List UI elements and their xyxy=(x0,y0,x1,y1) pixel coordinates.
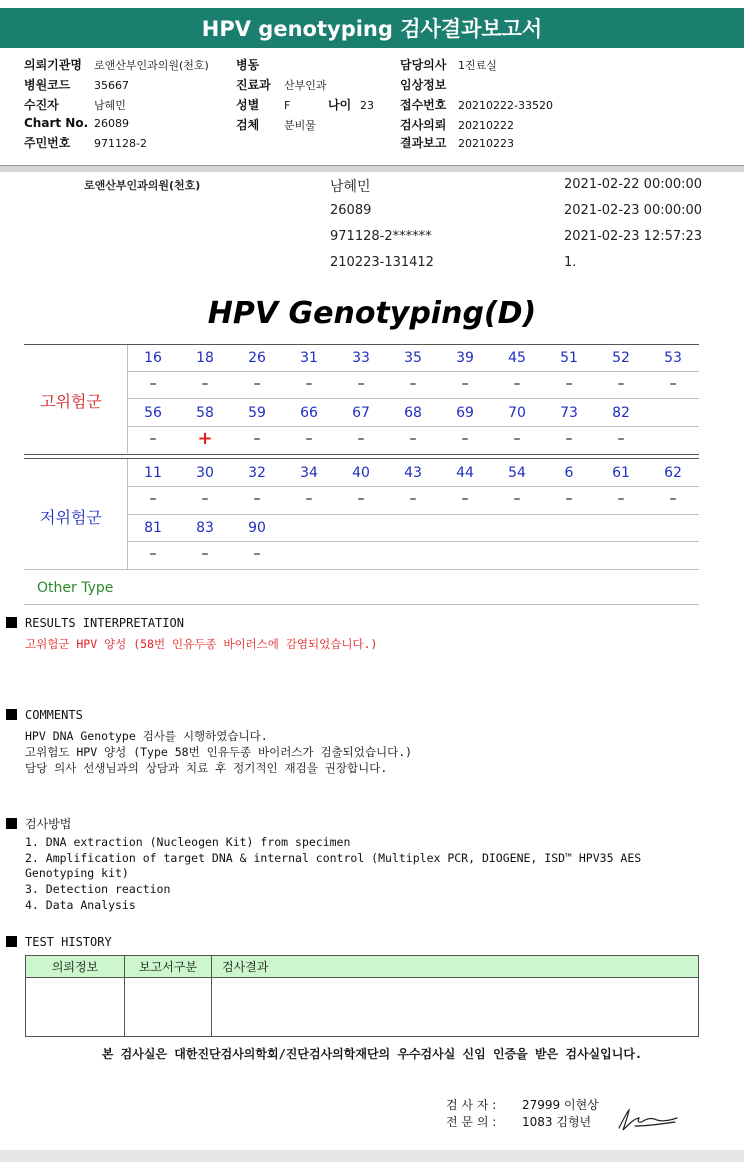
hpv-result-negative: – xyxy=(357,431,365,447)
history-heading: TEST HISTORY xyxy=(6,935,112,949)
other-type-label: Other Type xyxy=(37,580,114,596)
field-clinical-info: 임상정보 xyxy=(400,78,447,92)
hpv-type-number: 67 xyxy=(352,405,370,421)
hpv-type-number: 35 xyxy=(404,350,422,366)
hpv-result-negative: – xyxy=(201,376,209,392)
hpv-result-negative: – xyxy=(253,431,261,447)
hpv-type-number: 56 xyxy=(144,405,162,421)
hpv-type-number: 66 xyxy=(300,405,318,421)
tester-value: 27999 이현상 xyxy=(522,1098,599,1112)
summary-clinic: 로앤산부인과의원(천호) xyxy=(84,179,201,192)
hpv-type-number: 34 xyxy=(300,465,318,481)
summary-date-reported: 2021-02-23 12:57:23 xyxy=(564,229,703,244)
row-rule xyxy=(127,426,699,427)
hpv-result-negative: – xyxy=(149,376,157,392)
method-line: Genotyping kit) xyxy=(25,866,129,880)
hpv-result-negative: – xyxy=(357,491,365,507)
hpv-type-number: 6 xyxy=(564,465,574,481)
high-risk-label: 고위험군 xyxy=(40,392,102,411)
hpv-type-number: 81 xyxy=(144,520,162,536)
field-sex: 성별 F xyxy=(236,98,291,112)
method-line: 4. Data Analysis xyxy=(25,898,136,912)
field-patient: 수진자 남혜민 xyxy=(24,98,126,112)
hpv-type-number: 69 xyxy=(456,405,474,421)
field-ward: 병동 xyxy=(236,58,260,72)
header-info xyxy=(0,48,744,166)
field-report-date: 결과보고 20210223 xyxy=(400,136,514,150)
bullet-square-icon xyxy=(6,617,17,628)
specialist-value: 1083 김형년 xyxy=(522,1115,592,1129)
hpv-result-negative: – xyxy=(669,491,677,507)
history-col-request: 의뢰정보 xyxy=(26,956,124,978)
table-top-rule xyxy=(24,344,699,345)
history-col-rule xyxy=(211,956,212,1036)
hpv-result-negative: – xyxy=(669,376,677,392)
hpv-type-number: 53 xyxy=(664,350,682,366)
row-rule xyxy=(127,541,699,542)
hpv-type-number: 62 xyxy=(664,465,682,481)
hpv-result-negative: – xyxy=(253,546,261,562)
hpv-type-number: 61 xyxy=(612,465,630,481)
comment-line: HPV DNA Genotype 검사를 시행하였습니다. xyxy=(25,729,268,743)
hpv-type-number: 44 xyxy=(456,465,474,481)
report-title-bar xyxy=(0,8,744,48)
row-rule xyxy=(127,514,699,515)
hpv-result-negative: – xyxy=(149,491,157,507)
hpv-type-number: 58 xyxy=(196,405,214,421)
method-heading: 검사방법 xyxy=(6,815,71,832)
hpv-type-number: 83 xyxy=(196,520,214,536)
summary-receipt: 210223-131412 xyxy=(330,255,434,270)
certification-note: 본 검사실은 대한진단검사의학회/진단검사의학재단의 우수검사실 신임 인증을 받은 검사실입니다. xyxy=(101,1047,643,1061)
hpv-type-number: 18 xyxy=(196,350,214,366)
comment-line: 고위험도 HPV 양성 (Type 58번 인유두종 바이러스가 검출되었습니다.) xyxy=(25,745,413,759)
comments-heading: COMMENTS xyxy=(6,708,83,722)
results-heading: RESULTS INTERPRETATION xyxy=(6,616,184,630)
hpv-result-negative: – xyxy=(305,431,313,447)
hpv-type-number: 11 xyxy=(144,465,162,481)
hpv-result-negative: – xyxy=(357,376,365,392)
hpv-type-number: 33 xyxy=(352,350,370,366)
summary-chart: 26089 xyxy=(330,203,372,218)
hpv-type-number: 32 xyxy=(248,465,266,481)
hpv-result-negative: – xyxy=(617,431,625,447)
method-line: 3. Detection reaction xyxy=(25,882,171,896)
hpv-result-negative: – xyxy=(201,546,209,562)
hpv-result-negative: – xyxy=(513,376,521,392)
table-mid-rule xyxy=(24,454,699,455)
hpv-type-number: 26 xyxy=(248,350,266,366)
hpv-result-negative: – xyxy=(409,376,417,392)
history-col-result: 검사결과 xyxy=(222,956,422,978)
hpv-type-number: 59 xyxy=(248,405,266,421)
row-rule xyxy=(127,486,699,487)
summary-page: 1. xyxy=(564,255,577,270)
field-request-date: 검사의뢰 20210222 xyxy=(400,118,514,132)
row-rule xyxy=(127,398,699,399)
low-risk-label: 저위험군 xyxy=(40,508,102,527)
low-risk-bottom-rule xyxy=(24,569,699,570)
hpv-type-number: 90 xyxy=(248,520,266,536)
hpv-type-number: 40 xyxy=(352,465,370,481)
field-institution: 의뢰기관명 로앤산부인과의원(천호) xyxy=(24,58,209,72)
hpv-result-negative: – xyxy=(409,491,417,507)
summary-name: 남혜민 xyxy=(330,179,371,195)
high-risk-divider xyxy=(127,345,128,453)
tester-label: 검 사 자 : xyxy=(446,1098,497,1112)
field-doctor: 담당의사 1진료실 xyxy=(400,58,497,72)
hpv-type-number: 70 xyxy=(508,405,526,421)
hpv-type-number: 30 xyxy=(196,465,214,481)
summary-date-tested: 2021-02-23 00:00:00 xyxy=(564,203,703,218)
history-col-report-type: 보고서구분 xyxy=(124,956,212,978)
summary-id-number: 971128-2****** xyxy=(330,229,432,244)
hpv-result-negative: – xyxy=(513,491,521,507)
table-mid-rule-2 xyxy=(24,458,699,459)
bottom-band xyxy=(0,1150,744,1162)
divider-band xyxy=(0,166,744,172)
hpv-type-number: 39 xyxy=(456,350,474,366)
hpv-result-negative: – xyxy=(305,491,313,507)
hpv-result-negative: – xyxy=(461,491,469,507)
hpv-type-number: 54 xyxy=(508,465,526,481)
hpv-type-number: 51 xyxy=(560,350,578,366)
genotyping-title: HPV Genotyping(D) xyxy=(207,296,537,331)
hpv-type-number: 43 xyxy=(404,465,422,481)
hpv-result-negative: – xyxy=(253,376,261,392)
hpv-result-negative: – xyxy=(617,376,625,392)
hpv-result-negative: – xyxy=(461,376,469,392)
hpv-result-negative: – xyxy=(149,546,157,562)
results-text: 고위험군 HPV 양성 (58번 인유두종 바이러스에 감염되었습니다.) xyxy=(25,637,378,651)
hpv-type-number: 45 xyxy=(508,350,526,366)
row-rule xyxy=(127,371,699,372)
field-receipt-no: 접수번호 20210222-33520 xyxy=(400,98,553,112)
hpv-result-negative: – xyxy=(149,431,157,447)
hpv-result-negative: – xyxy=(409,431,417,447)
summary-date-received: 2021-02-22 00:00:00 xyxy=(564,177,703,192)
signature-image xyxy=(615,1106,681,1134)
hpv-result-negative: – xyxy=(565,491,573,507)
field-resident-no: 주민번호 971128-2 xyxy=(24,136,147,150)
hpv-result-negative: – xyxy=(617,491,625,507)
hpv-type-number: 68 xyxy=(404,405,422,421)
method-line: 2. Amplification of target DNA & internal control (Multiplex PCR, DIOGENE, ISD™ HPV35 AES xyxy=(25,851,642,865)
hpv-result-negative: – xyxy=(565,431,573,447)
field-hospital-code: 병원코드 35667 xyxy=(24,78,129,92)
field-chart-no: Chart No. 26089 xyxy=(24,116,129,130)
other-type-bottom-rule xyxy=(24,604,699,605)
hpv-result-negative: – xyxy=(253,491,261,507)
hpv-type-number: 82 xyxy=(612,405,630,421)
specialist-label: 전 문 의 : xyxy=(446,1115,497,1129)
bullet-square-icon xyxy=(6,818,17,829)
hpv-type-number: 73 xyxy=(560,405,578,421)
hpv-type-number: 31 xyxy=(300,350,318,366)
bullet-square-icon xyxy=(6,936,17,947)
field-specimen: 검체 분비물 xyxy=(236,118,316,132)
method-line: 1. DNA extraction (Nucleogen Kit) from specimen xyxy=(25,835,351,849)
hpv-result-negative: – xyxy=(565,376,573,392)
hpv-result-positive: + xyxy=(197,428,213,449)
hpv-result-negative: – xyxy=(305,376,313,392)
document-title: HPV genotyping 검사결과보고서 xyxy=(201,17,543,41)
hpv-type-number: 16 xyxy=(144,350,162,366)
field-age: 나이 23 xyxy=(328,98,374,112)
history-table xyxy=(25,955,699,1037)
history-col-rule xyxy=(124,956,125,1036)
comment-line: 담당 의사 선생님과의 상담과 치료 후 정기적인 재검을 권장합니다. xyxy=(25,761,388,775)
hpv-result-negative: – xyxy=(461,431,469,447)
bullet-square-icon xyxy=(6,709,17,720)
hpv-type-number: 52 xyxy=(612,350,630,366)
hpv-result-negative: – xyxy=(201,491,209,507)
hpv-result-negative: – xyxy=(513,431,521,447)
field-department: 진료과 산부인과 xyxy=(236,78,327,92)
